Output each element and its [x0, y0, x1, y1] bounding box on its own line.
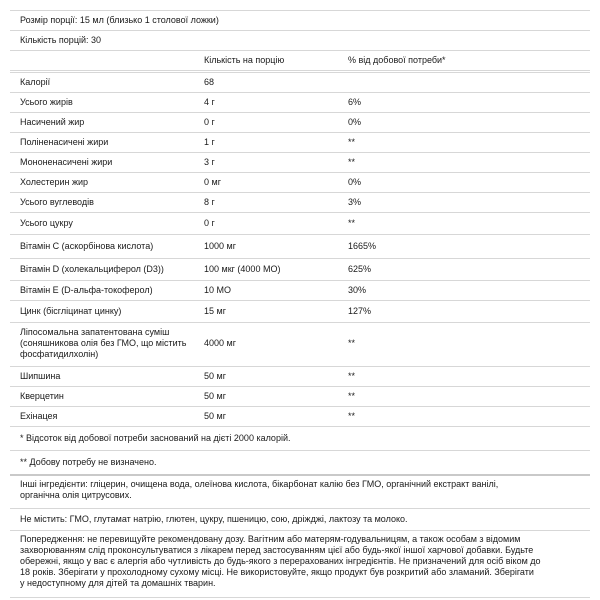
- header-daily-value: % від добової потреби*: [348, 55, 446, 65]
- footnote-1: * Відсоток від добової потреби заснований на дієті 2000 калорій.: [20, 433, 291, 443]
- table-row: [10, 280, 590, 300]
- nutrient-name: Ехінацея: [20, 411, 58, 421]
- nutrient-amount: 8 г: [204, 197, 215, 207]
- table-row: [10, 112, 590, 132]
- nutrient-amount: 10 МО: [204, 285, 232, 295]
- nutrient-name: Насичений жир: [20, 117, 85, 127]
- table-header: [10, 50, 590, 70]
- nutrient-dv: 0%: [348, 177, 362, 187]
- nutrient-dv: 6%: [348, 97, 362, 107]
- nutrient-dv: 625%: [348, 264, 372, 274]
- does-not-contain-row: [10, 508, 590, 530]
- warning-text: Попередження: не перевищуйте рекомендовану дозу. Вагітним або матерям-годувальницям, а також особам з відомим захворюванням слід проконсультуватися з лікарем перед застосуванням цієї або будь-якої іншої харчової добавки. Будьте обережні, якщо у вас є алергія або чутливість до будь-якого з перерахованих інгредієнтів. Не призначений для осіб віком до 18 років. Зберігати у прохолодному сухому місці. Не використовуйте, якщо продукт був розкритий або зламаний. Зберігати у недоступному для дітей та домашніх тварин.: [20, 534, 541, 588]
- footnote-daily-value: [10, 426, 590, 450]
- table-row: [10, 300, 590, 322]
- table-row: [10, 386, 590, 406]
- nutrient-dv: 127%: [348, 306, 372, 316]
- nutrient-amount: 50 мг: [204, 411, 226, 421]
- servings-count: Кількість порцій: 30: [20, 35, 102, 45]
- nutrient-amount: 0 мг: [204, 177, 221, 187]
- nutrient-amount: 1 г: [204, 137, 215, 147]
- nutrient-dv: **: [348, 137, 356, 147]
- nutrient-name: Цинк (бісгліцинат цинку): [20, 306, 122, 316]
- nutrient-dv: 3%: [348, 197, 362, 207]
- footnote-not-established: [10, 450, 590, 474]
- nutrient-amount: 0 г: [204, 117, 215, 127]
- other-ingredients-row: [10, 474, 590, 508]
- nutrient-amount: 100 мкг (4000 МО): [204, 264, 281, 274]
- table-row: [10, 258, 590, 280]
- table-row: [10, 152, 590, 172]
- other-ingredients: Інші інгредієнти: гліцерин, очищена вода, олеїнова кислота, бікарбонат калію без ГМО, органічний екстракт ванілі, органічна олія цитрусових.: [20, 479, 499, 500]
- header-amount: Кількість на порцію: [204, 55, 285, 65]
- nutrient-amount: 4 г: [204, 97, 215, 107]
- nutrient-name: Кверцетин: [20, 391, 64, 401]
- nutrient-amount: 3 г: [204, 157, 215, 167]
- nutrient-dv: **: [348, 391, 356, 401]
- does-not-contain: Не містить: ГМО, глутамат натрію, глютен, цукру, пшеницю, сою, дріжджі, лактозу та молоко.: [20, 514, 408, 524]
- nutrient-amount: 50 мг: [204, 371, 226, 381]
- table-row: [10, 192, 590, 212]
- serving-size-row: [10, 10, 590, 30]
- nutrient-name: Вітамін E (D-альфа-токоферол): [20, 285, 153, 295]
- nutrient-name: Поліненасичені жири: [20, 137, 109, 147]
- nutrient-dv: **: [348, 371, 356, 381]
- nutrient-name: Мононенасичені жири: [20, 157, 113, 167]
- servings-row: [10, 30, 590, 50]
- table-row: [10, 132, 590, 152]
- nutrient-dv: 30%: [348, 285, 367, 295]
- serving-size: Розмір порції: 15 мл (близько 1 столової ложки): [20, 15, 219, 25]
- table-row: [10, 322, 590, 366]
- nutrient-name: Усього жирів: [20, 97, 73, 107]
- nutrient-dv: **: [348, 338, 356, 348]
- table-row: [10, 72, 590, 92]
- table-row: [10, 366, 590, 386]
- footnote-2: ** Добову потребу не визначено.: [20, 457, 157, 467]
- warning-row: [10, 530, 590, 598]
- nutrient-dv: **: [348, 157, 356, 167]
- table-row: [10, 234, 590, 258]
- nutrient-amount: 4000 мг: [204, 338, 236, 348]
- nutrient-name: Вітамін D (холекальциферол (D3)): [20, 264, 164, 274]
- nutrient-name: Вітамін C (аскорбінова кислота): [20, 241, 154, 251]
- nutrient-dv: **: [348, 411, 356, 421]
- nutrient-amount: 50 мг: [204, 391, 226, 401]
- nutrient-name: Холестерин жир: [20, 177, 89, 187]
- nutrient-amount: 68: [204, 77, 215, 87]
- table-row: [10, 406, 590, 426]
- nutrient-dv: 1665%: [348, 241, 377, 251]
- nutrient-amount: 0 г: [204, 218, 215, 228]
- nutrient-name: Калорії: [20, 77, 51, 87]
- nutrient-name: Усього цукру: [20, 218, 73, 228]
- nutrient-name: Шипшина: [20, 371, 61, 381]
- nutrient-dv: 0%: [348, 117, 362, 127]
- nutrient-name: Усього вуглеводів: [20, 197, 94, 207]
- nutrient-amount: 15 мг: [204, 306, 226, 316]
- nutrient-name: Ліпосомальна запатентована суміш (соняшникова олія без ГМО, що містить фосфатидилхолін): [20, 327, 187, 359]
- nutrient-amount: 1000 мг: [204, 241, 236, 251]
- table-row: [10, 172, 590, 192]
- table-row: [10, 92, 590, 112]
- table-row: [10, 212, 590, 234]
- nutrient-dv: **: [348, 218, 356, 228]
